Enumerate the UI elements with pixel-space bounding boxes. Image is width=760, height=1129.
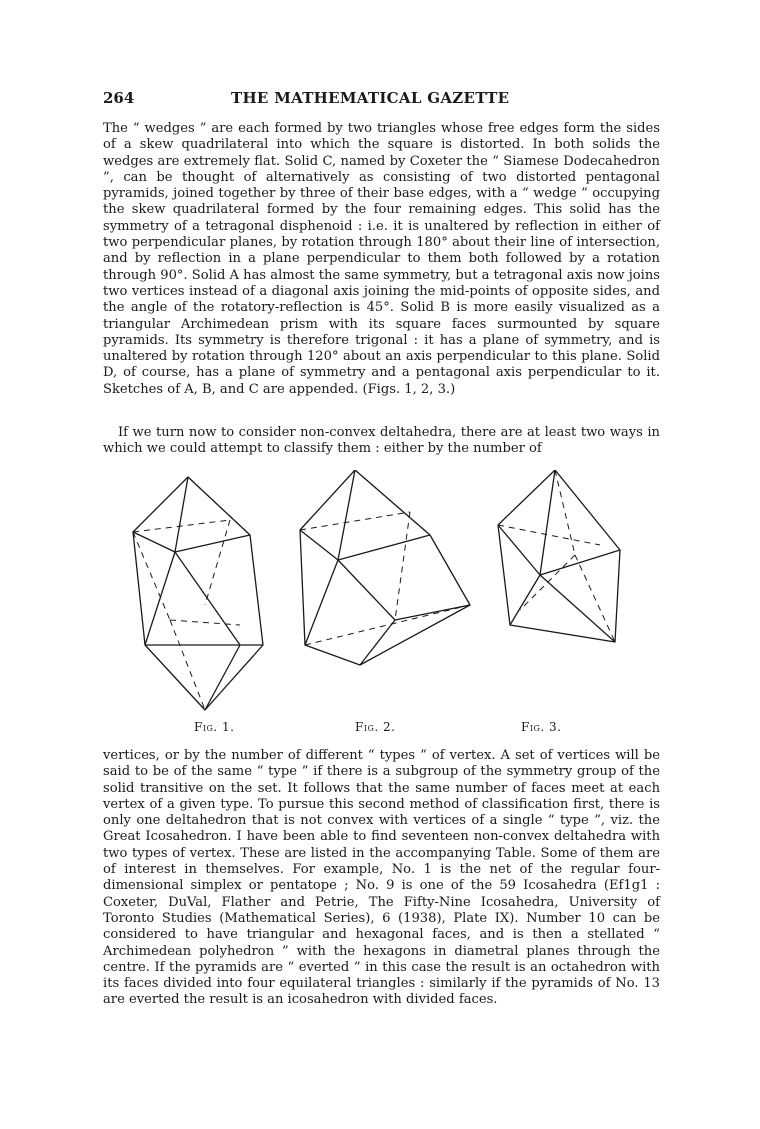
page-header	[103, 89, 660, 109]
fig-3-caption: Fig. 3.	[521, 720, 562, 734]
paragraph-2	[103, 425, 660, 458]
page-number: 264	[103, 89, 135, 107]
running-title: THE MATHEMATICAL GAZETTE	[231, 89, 510, 107]
paragraph-1: The “ wedges ” are each formed by two triangles whose free edges form the sides of a skew quadrilateral into which the square is distorted. In both solids the wedges are extremely flat. Solid C, named by Coxeter the “ Siamese Dodecahedron ”, can be thought of alternatively as consisting of two distorted pentagonal pyramids, joined together by three of their base edges, with a “ wedge ” occupying the skew quadrilateral formed by the four remaining edges. This solid has the symmetry of a tetragonal disphenoid : i.e. it is unaltered by reflection in either of two perpendicular planes, by rotation through 180° about their line of intersection, and by reflection in a plane perpendicular to them both followed by a rotation through 90°. Solid A has almost the same symmetry, but a tetragonal axis now joins two vertices instead of a diagonal axis joining the mid-points of opposite sides, and the angle of the rotatory-reflection is 45°. Solid B is more easily visualized as a triangular Archimedean prism with its square faces surmounted by square pyramids. Its symmetry is therefore trigonal : it has a plane of symmetry, and is unaltered by rotation through 120° about an axis perpendicular to this plane. Solid D, of course, has a plane of symmetry and a pentagonal axis perpendicular to it. Sketches of A, B, and C are appended. (Figs. 1, 2, 3.)	[103, 121, 661, 397]
paragraph-2-text: If we turn now to consider non-convex deltahedra, there are at least two ways in which we could attempt to classify them : either by the number of	[103, 425, 660, 457]
fig-3-solid-c	[498, 470, 620, 642]
paragraph-3: vertices, or by the number of different “ types ” of vertex. A set of vertices will be said to be of the same “ type ” if there is a subgroup of the symmetry group of the solid transitive on the set. It follows that the same number of faces meet at each vertex of a given type. To pursue this second method of classification first, there is only one deltahedron that is not convex with vertices of a single “ type ”, viz. the Great Icosahedron. I have been able to find seventeen non-convex deltahedra with two types of vertex. These are listed in the accompanying Table. Some of them are of interest in themselves. For example, No. 1 is the net of the regular four-dimensional simplex or pentatope ; No. 9 is one of the 59 Icosahedra (Ef1g1 : Coxeter, DuVal, Flather and Petrie, The Fifty-Nine Icosahedra, University of Toronto Studies (Mathematical Series), 6 (1938), Plate IX). Number 10 can be considered to have triangular and hexagonal faces, and is then a stellated “ Archimedean polyhedron ” with the hexagons in diametral planes through the centre. If the pyramids are “ everted ” in this case the result is an octahedron with its faces divided into four equilateral triangles : similarly if the pyramids of No. 13 are everted the result is an icosahedron with divided faces.	[103, 748, 660, 1008]
polyhedra-sketches	[103, 470, 660, 745]
fig-2-solid-b	[300, 470, 470, 665]
fig-1-solid-a	[133, 477, 263, 710]
fig-2-caption: Fig. 2.	[355, 720, 396, 734]
fig-1-caption: Fig. 1.	[194, 720, 235, 734]
figures-row	[103, 470, 660, 745]
